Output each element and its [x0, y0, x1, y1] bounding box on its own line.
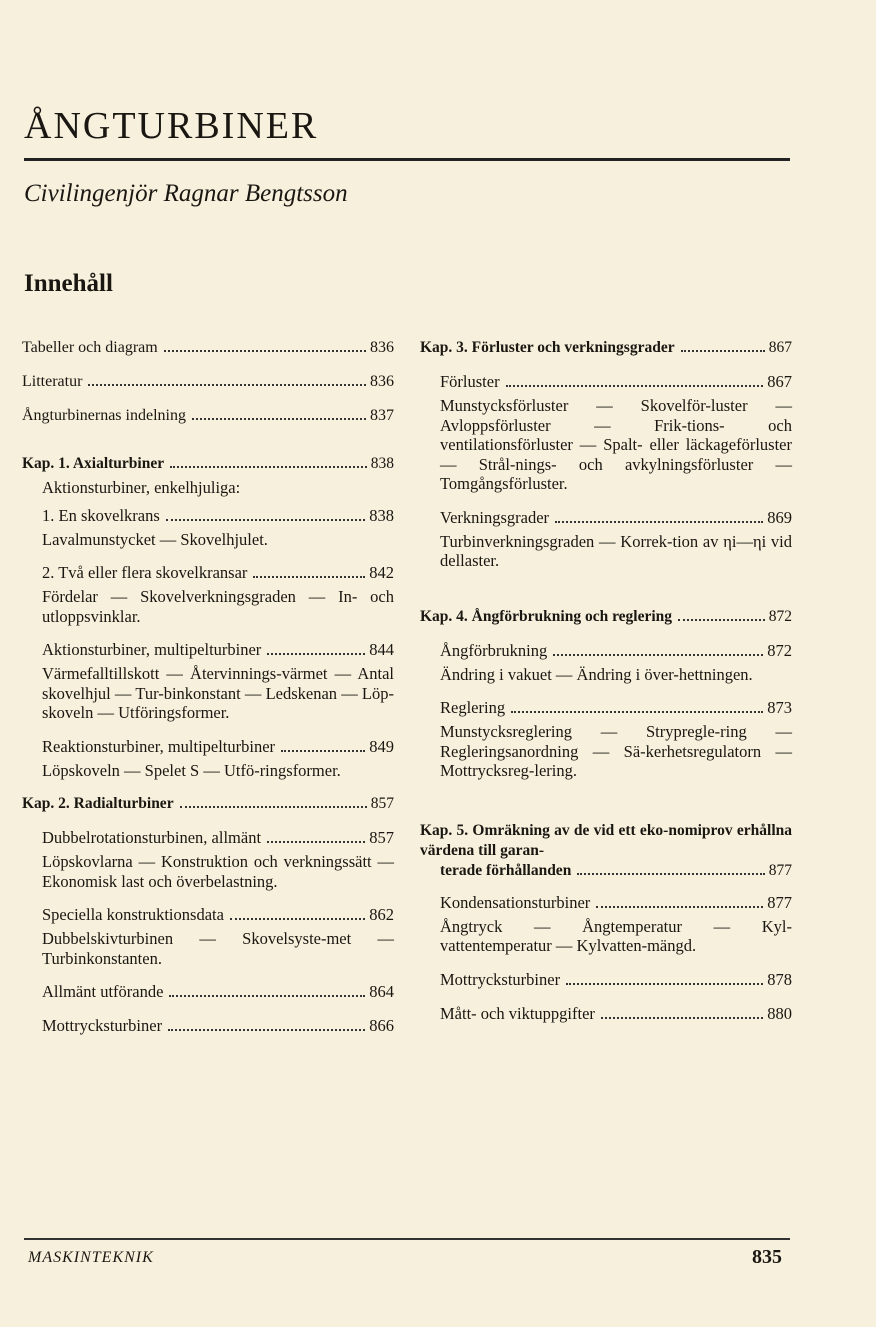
toc-left-column	[22, 338, 394, 1040]
toc-description: Värmefalltillskott — Återvinnings-värmet — Antal skovelhjul — Tur-binkonstant — Ledskenan — Löp-skoveln — Utföringsformer.	[42, 664, 394, 722]
toc-sub-entry[interactable]: Reaktionsturbiner, multipelturbiner 849	[42, 736, 394, 756]
toc-entry[interactable]: Ångturbinernas indelning 837	[22, 407, 394, 424]
page-number: 835	[752, 1246, 782, 1268]
bottom-rule	[24, 1238, 790, 1240]
toc-description: Lavalmunstycket — Skovelhjulet.	[42, 529, 268, 549]
toc-sub-entry[interactable]: Verkningsgrader 869	[440, 507, 792, 527]
toc-description: Fördelar — Skovelverkningsgraden — In- och utloppsvinklar.	[42, 587, 394, 626]
toc-description: Ändring i vakuet — Ändring i över-hettningen.	[440, 664, 753, 684]
toc-chapter-entry-kap5[interactable]	[420, 821, 792, 881]
toc-description: Munstycksreglering — Strypregle-ring — Regleringsanordning — Sä-kerhetsregulatorn — Mottrycksreg-lering.	[440, 722, 792, 780]
toc-description: Löpskovlarna — Konstruktion och verkningssätt — Ekonomisk last och överbelastning.	[42, 852, 394, 891]
toc-description: Ångtryck — Ångtemperatur — Kyl-vattentemperatur — Kylvatten-mängd.	[440, 916, 792, 955]
toc-sub-entry[interactable]: Aktionsturbiner, multipelturbiner 844	[42, 640, 394, 659]
author-line: Civilingenjör Ragnar Bengtsson	[24, 180, 348, 207]
footer-section-name: MASKINTEKNIK	[28, 1249, 154, 1266]
toc-chapter-entry[interactable]: Kap. 2. Radialturbiner 857	[22, 795, 394, 812]
toc-subheading: Aktionsturbiner, enkelhjuliga:	[42, 478, 241, 497]
toc-description: Dubbelskivturbinen — Skovelsyste-met — Turbinkonstanten.	[42, 929, 394, 968]
chapter-title: ÅNGTURBINER	[24, 105, 319, 147]
toc-chapter-entry[interactable]: Kap. 1. Axialturbiner 838	[22, 455, 394, 472]
kap5-last-line: terade förhållanden 877	[440, 861, 792, 879]
toc-sub-entry[interactable]: Kondensationsturbiner 877	[440, 892, 792, 912]
toc-right-column	[420, 338, 792, 1028]
toc-sub-entry[interactable]: Mottrycksturbiner 878	[440, 969, 792, 989]
kap5-text: Kap. 5. Omräkning av de vid ett eko-nomiprov erhållna värdena till garan-	[420, 821, 792, 859]
toc-sub-entry[interactable]: Speciella konstruktionsdata 862	[42, 905, 394, 924]
toc-sub-entry[interactable]: Allmänt utförande 864	[42, 982, 394, 1001]
toc-description: Munstycksförluster — Skovelför-luster — Avloppsförluster — Frik-tions- och ventilationsförluster — Spalt- eller läckageförluster — Strål-nings- och avkylningsförluster — Tomgångsförluster.	[440, 396, 792, 493]
toc-entry[interactable]: Tabeller och diagram 836	[22, 339, 394, 356]
toc-chapter-entry[interactable]: Kap. 4. Ångförbrukning och reglering 872	[420, 607, 792, 625]
toc-entry[interactable]: Litteratur 836	[22, 373, 394, 390]
toc-description: Löpskoveln — Spelet S — Utfö-ringsformer.	[42, 760, 341, 780]
toc-sub-entry[interactable]: 2. Två eller flera skovelkransar 842	[42, 563, 394, 582]
toc-sub-entry[interactable]: 1. En skovelkrans 838	[42, 505, 394, 525]
contents-heading: Innehåll	[24, 270, 113, 297]
toc-sub-entry[interactable]: Mottrycksturbiner 866	[42, 1016, 394, 1035]
toc-description: Turbinverkningsgraden — Korrek-tion av ηi—ηi vid dellaster.	[440, 531, 792, 570]
toc-chapter-entry[interactable]: Kap. 3. Förluster och verkningsgrader 867	[420, 339, 792, 356]
toc-sub-entry[interactable]: Ångförbrukning 872	[440, 640, 792, 660]
toc-sub-entry[interactable]: Förluster 867	[440, 372, 792, 391]
top-rule	[24, 158, 790, 161]
toc-sub-entry[interactable]: Reglering 873	[440, 698, 792, 717]
toc-sub-entry[interactable]: Mått- och viktuppgifter 880	[440, 1003, 792, 1023]
toc-sub-entry[interactable]: Dubbelrotationsturbinen, allmänt 857	[42, 828, 394, 847]
